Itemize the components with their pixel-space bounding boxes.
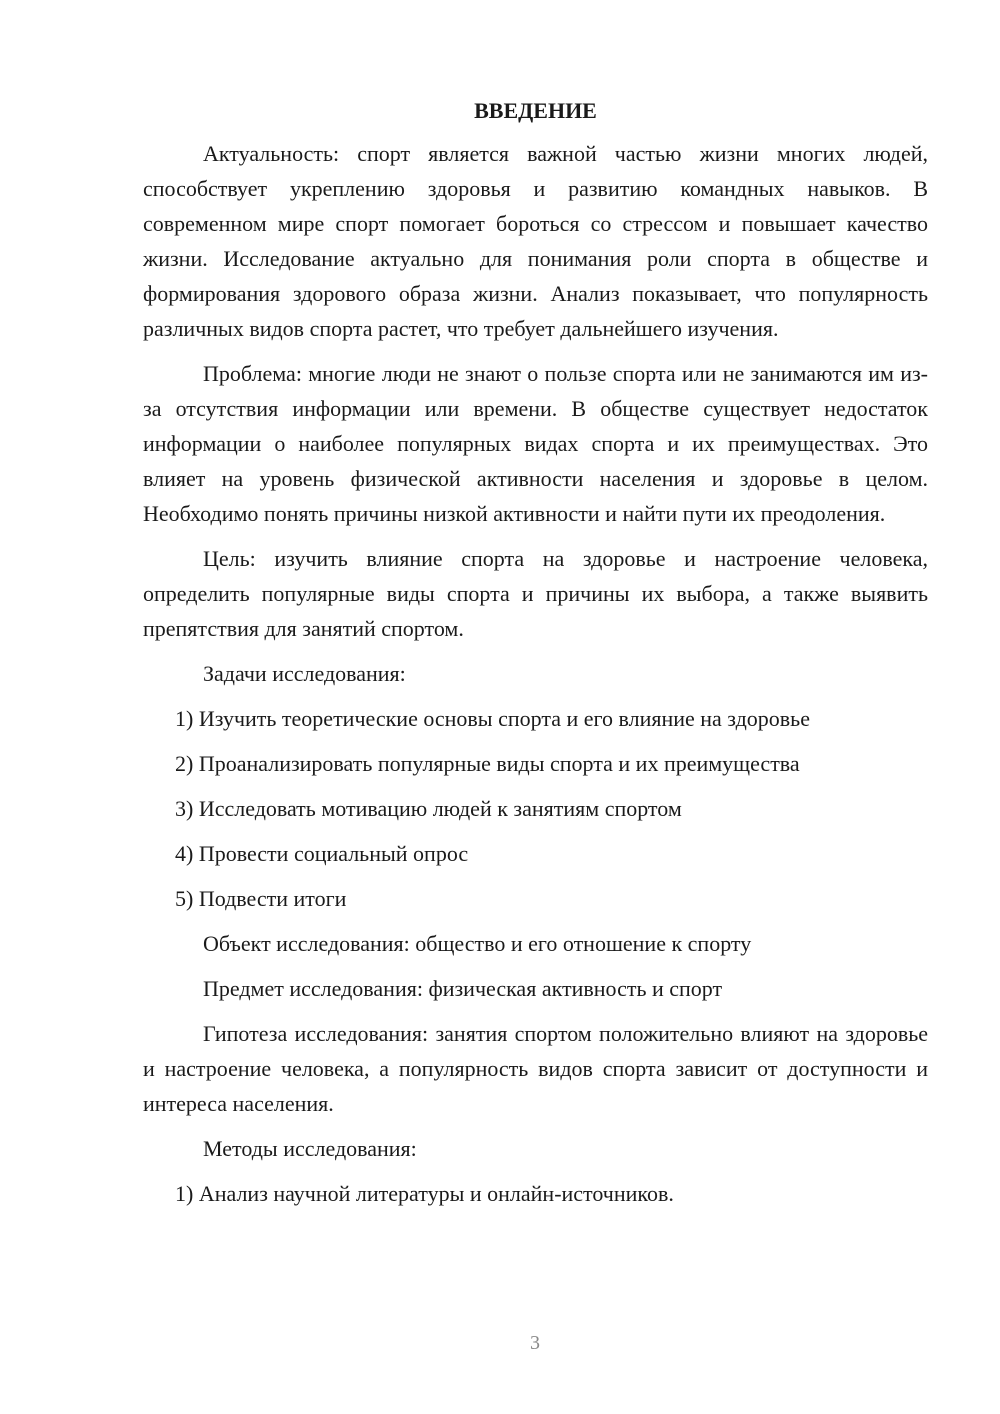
- subject-line: Предмет исследования: физическая активность и спорт: [203, 976, 723, 1001]
- relevance-paragraph: Актуальность: спорт является важной частью жизни многих людей, способствует укреплению здоровья и развитию командных навыков. В современном мире спорт помогает бороться со стрессом и повышает качество жизни. Исследование актуально для понимания роли спорта в обществе и формирования здорового образа жизни. Анализ показывает, что популярность различных видов спорта растет, что требует дальнейшего изучения.: [143, 141, 928, 341]
- task-item: 5) Подвести итоги: [175, 886, 347, 911]
- problem-paragraph: Проблема: многие люди не знают о пользе спорта или не занимаются им из-за отсутствия информации или времени. В обществе существует недостаток информации о наиболее популярных видах спорта и их преимуществах. Это влияет на уровень физической активности населения и здоровье в целом. Необходимо понять причины низкой активности и найти пути их преодоления.: [143, 361, 928, 526]
- goal-paragraph: Цель: изучить влияние спорта на здоровье и настроение человека, определить популярные виды спорта и причины их выбора, а также выявить препятствия для занятий спортом.: [143, 546, 928, 641]
- task-item: 1) Изучить теоретические основы спорта и его влияние на здоровье: [175, 706, 810, 731]
- section-title: ВВЕДЕНИЕ: [474, 98, 597, 123]
- page-number: 3: [530, 1332, 540, 1354]
- methods-list: [143, 1176, 928, 1211]
- hypothesis-paragraph: Гипотеза исследования: занятия спортом положительно влияют на здоровье и настроение человека, а популярность видов спорта зависит от доступности и интереса населения.: [143, 1021, 928, 1116]
- methods-heading: Методы исследования:: [203, 1136, 417, 1161]
- task-item: 3) Исследовать мотивацию людей к занятиям спортом: [175, 796, 682, 821]
- method-item: 1) Анализ научной литературы и онлайн-источников.: [175, 1181, 674, 1206]
- tasks-heading: Задачи исследования:: [203, 661, 406, 686]
- task-item: 4) Провести социальный опрос: [175, 841, 469, 866]
- object-line: Объект исследования: общество и его отношение к спорту: [203, 931, 752, 956]
- document-page: [143, 96, 928, 1221]
- task-item: 2) Проанализировать популярные виды спорта и их преимущества: [175, 751, 800, 776]
- tasks-list: [143, 701, 928, 916]
